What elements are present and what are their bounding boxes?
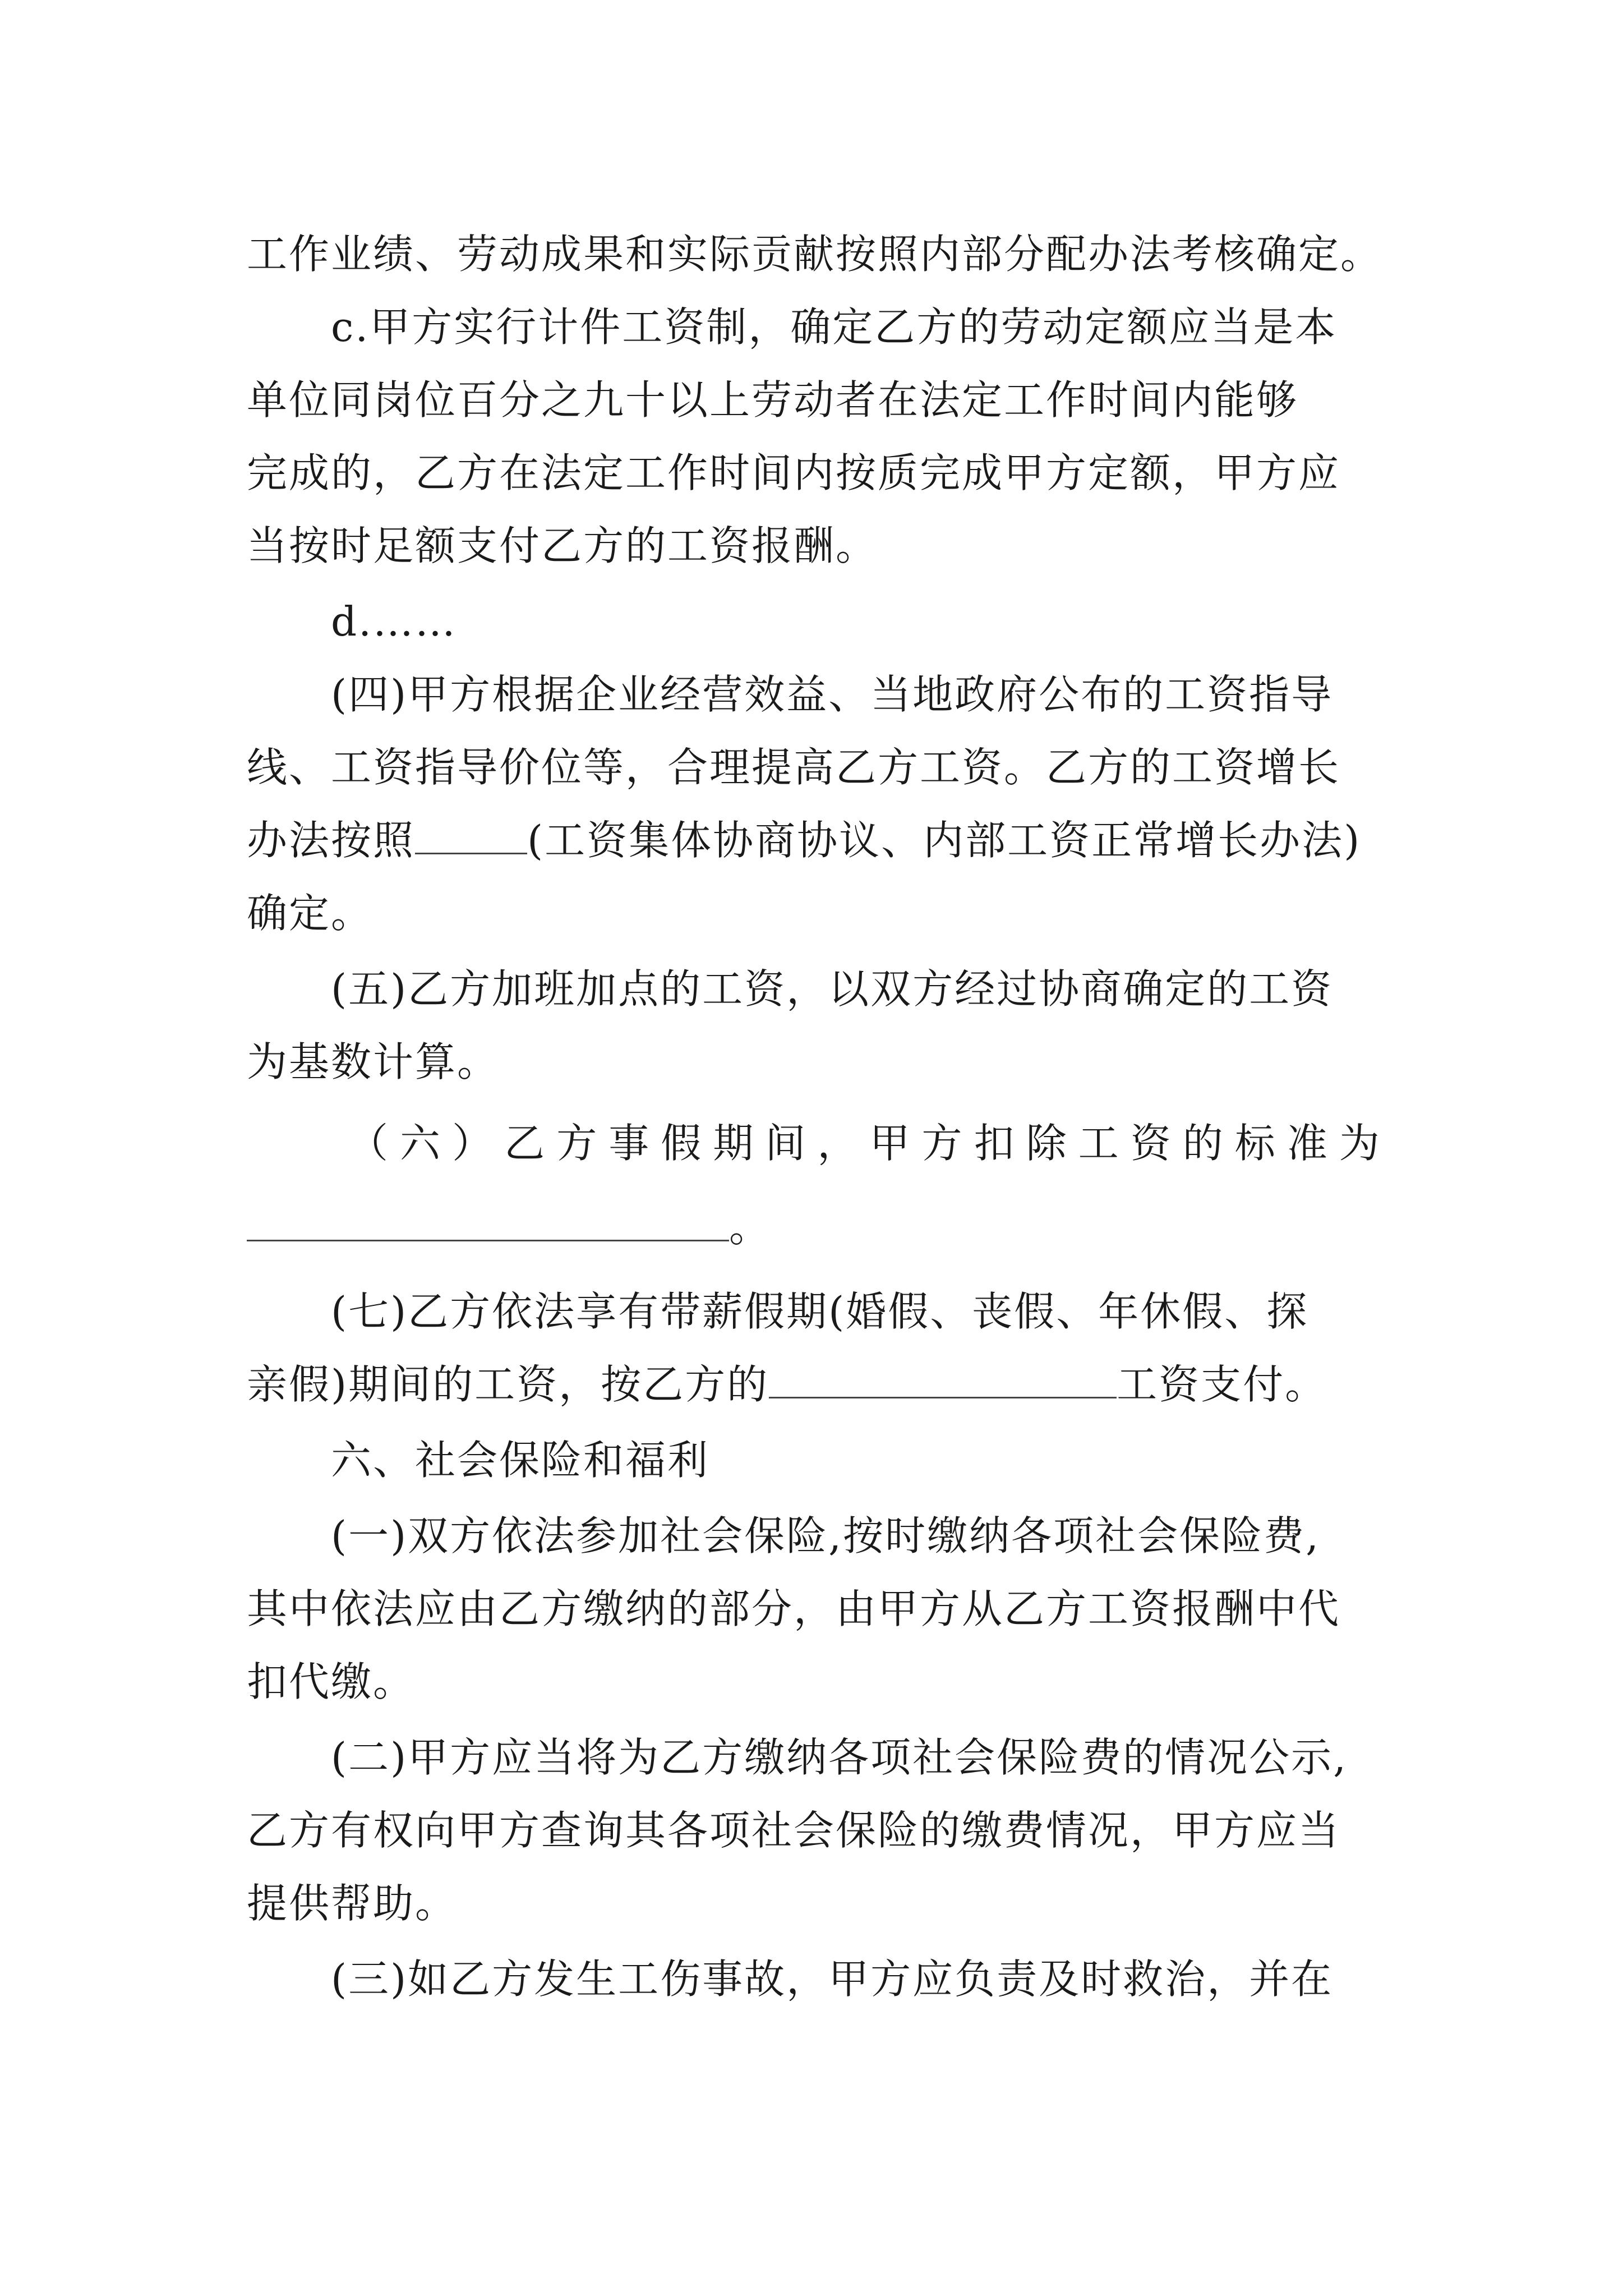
- text-line: 其中依法应由乙方缴纳的部分，由甲方从乙方工资报酬中代: [247, 1585, 1341, 1632]
- text-line: 工作业绩、劳动成果和实际贡献按照内部分配办法考核确定。: [247, 231, 1383, 278]
- text-line: (五)乙方加班加点的工资，以双方经过协商确定的工资: [331, 965, 1334, 1013]
- text-segment: 亲假)期间的工资，按乙方的: [247, 1361, 769, 1408]
- spread-char: 的: [1182, 1120, 1223, 1167]
- text-line: 单位同岗位百分之九十以上劳动者在法定工作时间内能够: [247, 376, 1299, 424]
- text-line: 线、工资指导价位等，合理提高乙方工资。乙方的工资增长: [247, 744, 1341, 791]
- spread-char: 除: [1026, 1120, 1067, 1167]
- spread-char: 假: [661, 1120, 702, 1167]
- text-line: (七)乙方依法享有带薪假期(婚假、丧假、年休假、探: [331, 1288, 1309, 1335]
- text-line: (二)甲方应当将为乙方缴纳各项社会保险费的情况公示,: [331, 1734, 1348, 1781]
- section-heading: 六、社会保险和福利: [331, 1437, 710, 1484]
- spread-char: 方: [556, 1120, 597, 1167]
- spread-char: ，: [817, 1120, 858, 1167]
- text-line: 扣代缴。: [247, 1658, 416, 1705]
- text-line: d.……: [331, 598, 457, 645]
- text-segment: 工资支付。: [1117, 1361, 1327, 1408]
- text-segment: 。: [729, 1204, 772, 1251]
- spread-char: 事: [608, 1120, 649, 1167]
- fill-blank: [415, 813, 527, 854]
- spread-char: 期: [713, 1120, 754, 1167]
- spread-char: 标: [1234, 1120, 1275, 1167]
- text-line-with-blank: [247, 1200, 1380, 1254]
- text-segment: (工资集体协商协议、内部工资正常增长办法): [527, 817, 1362, 864]
- text-line: 当按时足额支付乙方的工资报酬。: [247, 522, 878, 569]
- spread-char: 工: [1078, 1120, 1119, 1167]
- spread-char: 甲: [869, 1120, 910, 1167]
- text-line: 乙方有权向甲方查询其各项社会保险的缴费情况，甲方应当: [247, 1807, 1341, 1854]
- text-line: (四)甲方根据企业经营效益、当地政府公布的工资指导: [331, 671, 1334, 718]
- spread-text-line: [348, 1116, 1380, 1170]
- text-line: 完成的，乙方在法定工作时间内按质完成甲方定额，甲方应: [247, 449, 1341, 496]
- spread-char: 为: [1339, 1120, 1380, 1167]
- text-line: (一)双方依法参加社会保险,按时缴纳各项社会保险费,: [331, 1512, 1320, 1559]
- fill-blank: [769, 1358, 1117, 1398]
- spread-char: 乙: [504, 1120, 545, 1167]
- text-segment: 办法按照: [247, 817, 416, 864]
- text-line-with-blank: [247, 813, 1380, 867]
- spread-char: 资: [1130, 1120, 1171, 1167]
- fill-blank: [247, 1200, 729, 1241]
- spread-char: 扣: [974, 1120, 1015, 1167]
- text-line: (三)如乙方发生工伤事故，甲方应负责及时救治，并在: [331, 1955, 1334, 2003]
- spread-char: 间: [765, 1120, 806, 1167]
- text-line: 确定。: [247, 890, 374, 937]
- text-line: c.甲方实行计件工资制，确定乙方的劳动定额应当是本: [331, 303, 1338, 351]
- spread-char: 准: [1287, 1120, 1327, 1167]
- spread-char: （: [348, 1120, 389, 1167]
- text-line: 提供帮助。: [247, 1880, 458, 1927]
- spread-char: ）: [452, 1120, 493, 1167]
- spread-char: 六: [400, 1120, 441, 1167]
- text-line: 为基数计算。: [247, 1038, 500, 1085]
- text-line-with-blank: [247, 1358, 1380, 1411]
- spread-char: 方: [921, 1120, 962, 1167]
